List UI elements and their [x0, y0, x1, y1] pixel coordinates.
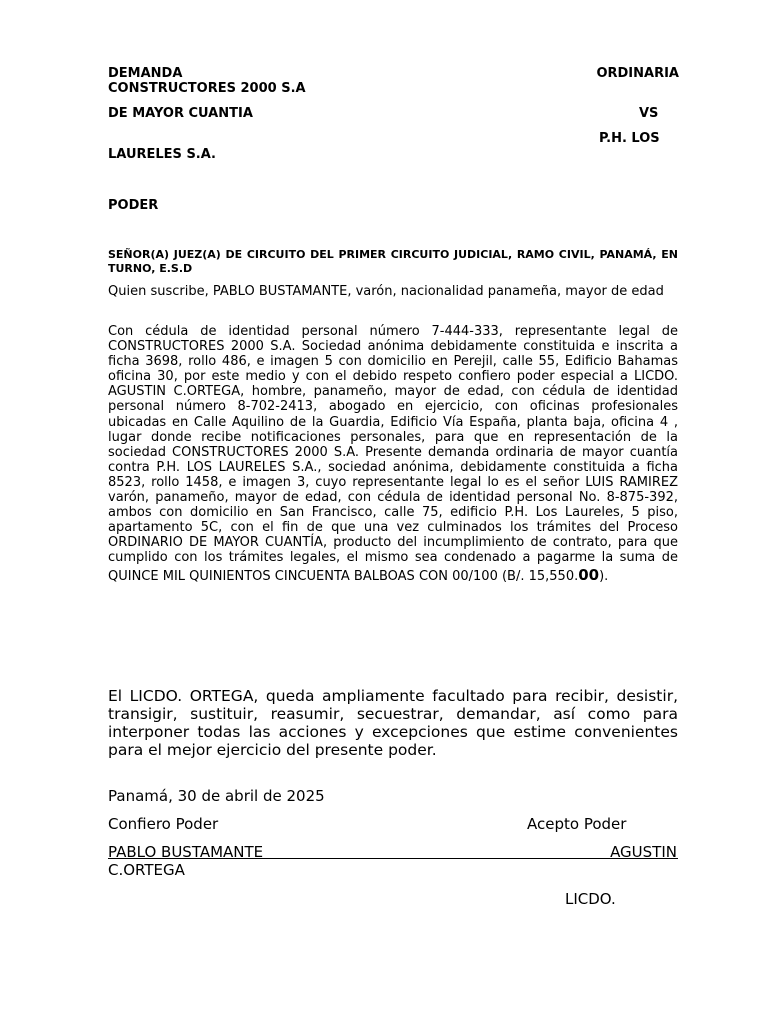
signature-name-left: PABLO BUSTAMANTE: [108, 843, 264, 861]
body-close: ).: [599, 568, 609, 584]
document-title: PODER: [108, 198, 159, 213]
signature-name-right-1: AGUSTIN: [610, 843, 677, 861]
place-date: Panamá, 30 de abril de 2025: [108, 787, 325, 805]
header-laureles: LAURELES S.A.: [108, 147, 216, 162]
body-amount-cents: 00: [578, 565, 600, 584]
body-paragraph: [108, 324, 678, 584]
signature-underline: [108, 858, 678, 859]
body-text: Con cédula de identidad personal número 7-444-333, representante legal de CONSTRUCTORES 2000 S.A. Sociedad anónima debidamente constituida e inscrita a ficha 3698, rollo 486, e imagen 5 con domicilio en Perejil, calle 55, Edificio Bahamas oficina 30, por este medio y con el debido respeto confiero poder especial a LICDO. AGUSTIN C.ORTEGA, hombre, panameño, mayor de edad, con cédula de identidad personal número 8-702-2413, abogado en ejercicio, con oficinas profesionales ubicadas en Calle Aquilino de la Guardia, Edificio Vía España, planta baja, oficina 4 , lugar donde recibe notificaciones personales, para que en representación de la sociedad CONSTRUCTORES 2000 S.A. Presente demanda ordinaria de mayor cuantía contra P.H. LOS LAURELES S.A., sociedad anónima, debidamente constituida a ficha 8523, rollo 1458, e imagen 3, cuyo representante legal lo es el señor LUIS RAMIREZ varón, panameño, mayor de edad, con cédula de identidad personal No. 8-875-392, ambos con domicilio en San Francisco, calle 75, edificio P.H. Los Laureles, 5 piso, apartamento 5C, con el fin de que una vez culminados los trámites del Proceso ORDINARIO DE MAYOR CUANTÍA, producto del incumplimiento de contrato, para que cumplido con los trámites legales, el mismo sea condenado a pagarme la suma de QUINCE MIL QUINIENTOS CINCUENTA BALBOAS CON 00/100 (B/. 15,550.: [108, 324, 678, 584]
intro-paragraph: Quien suscribe, PABLO BUSTAMANTE, varón, nacionalidad panameña, mayor de edad: [108, 284, 664, 299]
facultad-paragraph: El LICDO. ORTEGA, queda ampliamente facultado para recibir, desistir, transigir, sustituir, reasumir, secuestrar, demandar, así como para interponer todas las acciones y excepciones que estime convenientes para el mejor ejercicio del presente poder.: [108, 687, 678, 759]
header-demanda: DEMANDA: [108, 66, 183, 81]
signature-label-right: Acepto Poder: [527, 815, 627, 833]
header-mayor-cuantia: DE MAYOR CUANTIA: [108, 106, 253, 121]
header-vs: VS: [639, 106, 659, 121]
signature-name-right-2: C.ORTEGA: [108, 861, 185, 879]
signature-label-left: Confiero Poder: [108, 815, 219, 833]
header-constructores: CONSTRUCTORES 2000 S.A: [108, 81, 306, 96]
header-ph-los: P.H. LOS: [599, 131, 660, 146]
signature-title: LICDO.: [565, 890, 616, 908]
header-ordinaria: ORDINARIA: [596, 66, 679, 81]
court-address: SEÑOR(A) JUEZ(A) DE CIRCUITO DEL PRIMER CIRCUITO JUDICIAL, RAMO CIVIL, PANAMÁ, EN TURNO, E.S.D: [108, 248, 678, 275]
